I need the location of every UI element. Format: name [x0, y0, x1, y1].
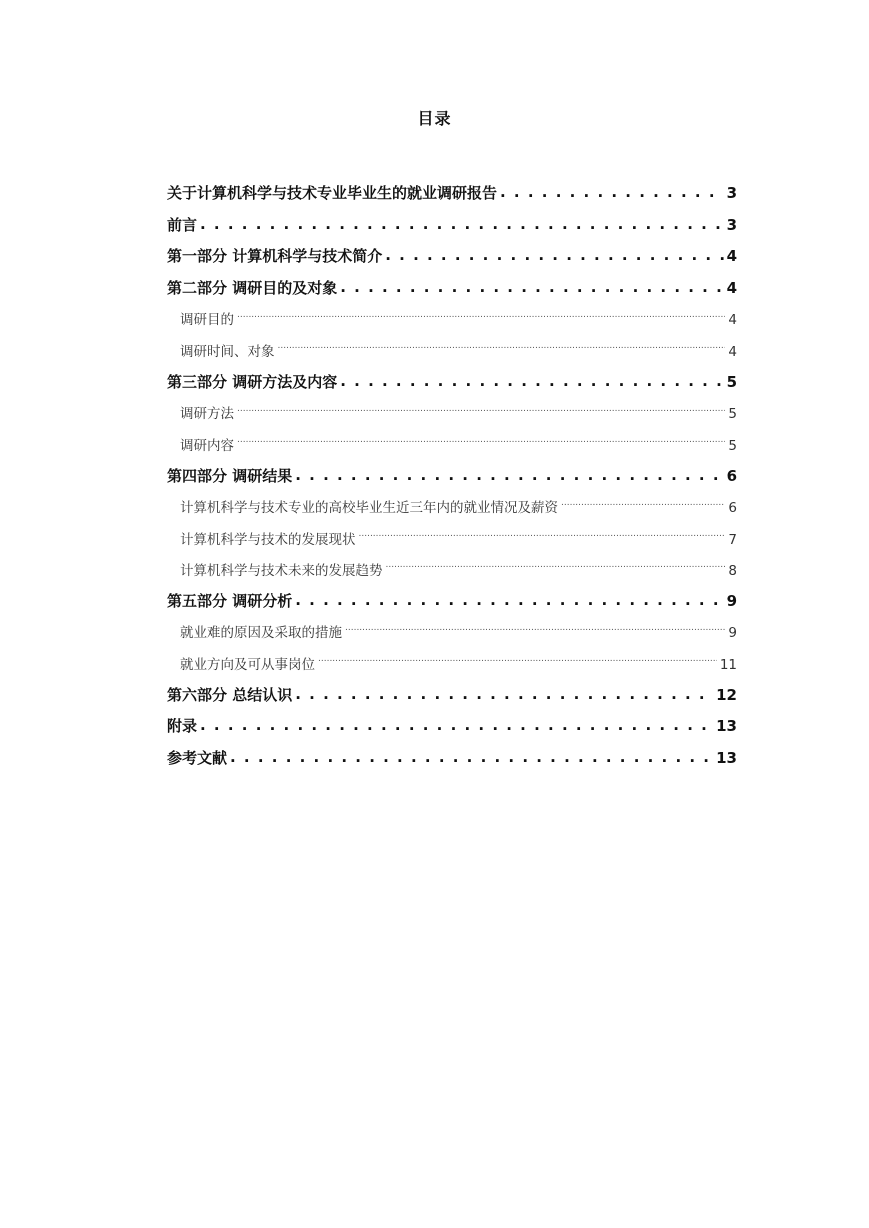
- toc-leader-dots: [295, 591, 723, 606]
- toc-entry-label: 第五部分 调研分析: [167, 591, 293, 610]
- toc-entry-label: 就业方向及可从事岗位: [180, 656, 315, 673]
- toc-page-number: 4: [728, 312, 737, 329]
- toc-leader-dots: [278, 342, 726, 356]
- toc-entry-label: 第四部分 调研结果: [167, 466, 293, 485]
- toc-subentry-employment-salary[interactable]: [167, 496, 737, 527]
- toc-subentry-research-time-subjects[interactable]: [167, 340, 737, 371]
- toc-entry-part-3[interactable]: [167, 371, 737, 403]
- toc-page-number: 13: [716, 717, 737, 736]
- toc-entry-preface[interactable]: [167, 214, 737, 246]
- toc-leader-dots: [340, 372, 723, 387]
- toc-leader-dots: [318, 655, 717, 669]
- toc-entry-label: 参考文献: [167, 749, 228, 768]
- toc-entry-label: 调研方法: [180, 406, 234, 423]
- toc-subentry-current-status[interactable]: [167, 528, 737, 559]
- toc-leader-dots: [200, 716, 713, 731]
- toc-entry-part-1[interactable]: [167, 245, 737, 277]
- toc-subentry-research-purpose[interactable]: [167, 308, 737, 339]
- toc-leader-dots: [295, 466, 723, 481]
- toc-page-number: 4: [728, 343, 737, 360]
- toc-entry-part-4[interactable]: [167, 465, 737, 497]
- toc-entry-report-title[interactable]: [167, 182, 737, 214]
- toc-page-number: 4: [726, 247, 737, 266]
- toc-entry-label: 计算机科学与技术未来的发展趋势: [180, 562, 383, 579]
- toc-entry-label: 计算机科学与技术专业的高校毕业生近三年内的就业情况及薪资: [180, 500, 558, 517]
- toc-page-number: 5: [728, 437, 737, 454]
- toc-title: 目录: [417, 109, 452, 128]
- toc-subentry-research-content[interactable]: [167, 434, 737, 465]
- toc-page-number: 8: [728, 562, 737, 579]
- toc-page-number: 5: [728, 406, 737, 423]
- toc-subentry-future-trends[interactable]: [167, 559, 737, 590]
- toc-entry-label: 就业难的原因及采取的措施: [180, 625, 342, 642]
- toc-page-number: 3: [726, 215, 737, 234]
- toc-entry-part-6[interactable]: [167, 684, 737, 716]
- toc-page-number: 12: [716, 685, 737, 704]
- toc-page-number: 6: [726, 466, 737, 485]
- table-of-contents: [167, 182, 737, 779]
- toc-leader-dots: [561, 499, 725, 513]
- toc-entry-label: 第一部分 计算机科学与技术简介: [167, 247, 383, 266]
- toc-page-number: 7: [728, 531, 737, 548]
- toc-page-number: 6: [728, 500, 737, 517]
- toc-subentry-research-methods[interactable]: [167, 402, 737, 433]
- toc-leader-dots: [230, 748, 713, 763]
- toc-leader-dots: [237, 405, 725, 419]
- toc-leader-dots: [340, 278, 723, 293]
- toc-entry-part-2[interactable]: [167, 277, 737, 309]
- toc-leader-dots: [500, 183, 724, 198]
- toc-entry-label: 关于计算机科学与技术专业毕业生的就业调研报告: [167, 184, 498, 202]
- toc-leader-dots: [237, 311, 725, 325]
- toc-page-number: 3: [726, 184, 737, 202]
- toc-entry-label: 调研时间、对象: [180, 343, 275, 360]
- toc-subentry-difficulty-causes[interactable]: [167, 621, 737, 652]
- toc-entry-label: 计算机科学与技术的发展现状: [180, 531, 356, 548]
- toc-page-number: 4: [726, 278, 737, 297]
- toc-leader-dots: [345, 624, 725, 638]
- toc-leader-dots: [237, 436, 725, 450]
- toc-entry-label: 第六部分 总结认识: [167, 685, 293, 704]
- toc-page-number: 9: [726, 591, 737, 610]
- toc-leader-dots: [295, 685, 713, 700]
- toc-entry-appendix[interactable]: [167, 715, 737, 747]
- toc-entry-part-5[interactable]: [167, 590, 737, 622]
- toc-page-number: 13: [716, 749, 737, 768]
- toc-page-number: 11: [719, 656, 737, 673]
- toc-leader-dots: [386, 561, 726, 575]
- toc-entry-label: 附录: [167, 717, 198, 736]
- toc-entry-label: 第三部分 调研方法及内容: [167, 372, 338, 391]
- toc-entry-label: 调研内容: [180, 437, 234, 454]
- toc-entry-label: 前言: [167, 215, 198, 234]
- toc-entry-label: 第二部分 调研目的及对象: [167, 278, 338, 297]
- toc-entry-references[interactable]: [167, 747, 737, 779]
- toc-leader-dots: [359, 530, 726, 544]
- toc-entry-label: 调研目的: [180, 312, 234, 329]
- toc-leader-dots: [385, 246, 723, 261]
- toc-page-number: 5: [726, 372, 737, 391]
- toc-page-number: 9: [728, 625, 737, 642]
- toc-leader-dots: [200, 215, 724, 230]
- toc-subentry-career-directions[interactable]: [167, 653, 737, 684]
